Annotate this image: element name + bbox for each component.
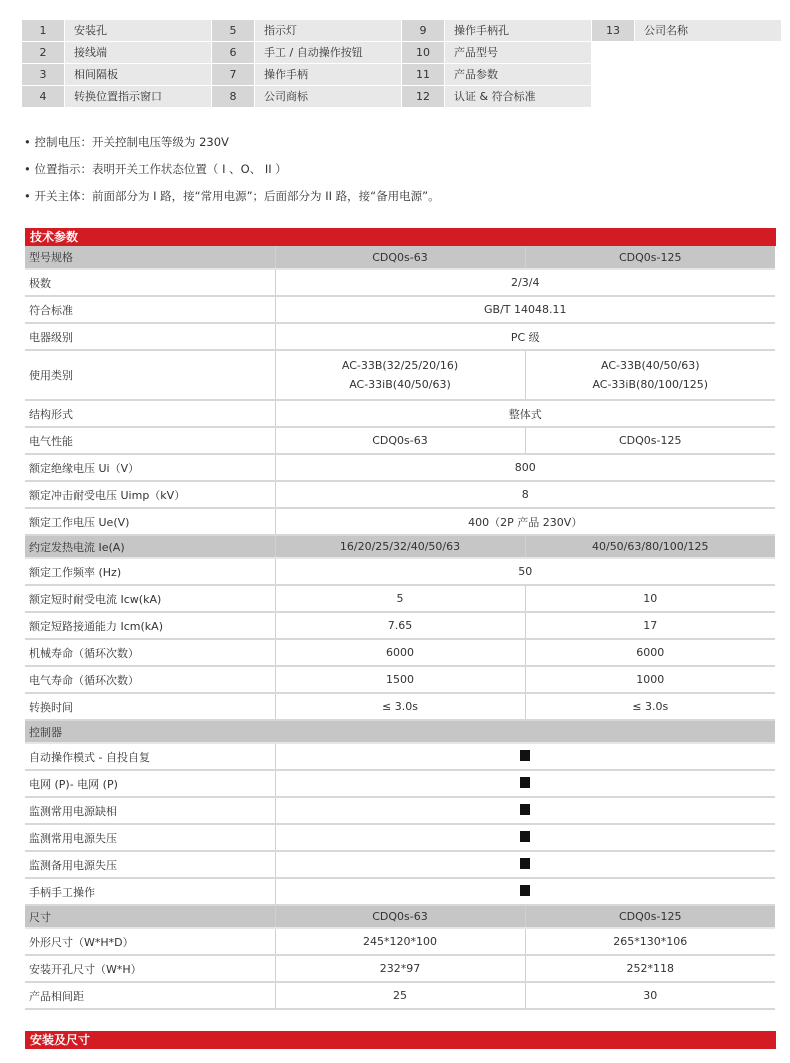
row-value: CDQ0s-125 [525,246,775,269]
legend-item [212,20,401,41]
table-row [25,743,775,770]
row-label: 额定短路接通能力 Icm(kA) [25,612,275,639]
legend-number: 4 [22,86,64,107]
table-row [25,269,775,296]
row-value: 1000 [525,666,775,693]
legend-number: 8 [212,86,254,107]
supported-marker [275,770,775,797]
table-row [25,639,775,666]
table-row [25,770,775,797]
row-label: 尺寸 [25,905,275,928]
row-label: 监测常用电源缺相 [25,797,275,824]
row-label: 型号规格 [25,246,275,269]
row-value: 1500 [275,666,525,693]
row-label: 额定短时耐受电流 Icw(kA) [25,585,275,612]
legend-item [212,64,401,85]
legend-label: 认证 & 符合标准 [445,86,591,107]
row-value: GB/T 14048.11 [275,296,775,323]
row-label: 手柄手工操作 [25,878,275,905]
spec-table [25,246,775,1010]
row-label: 转换时间 [25,693,275,720]
legend-label: 操作手柄 [255,64,401,85]
table-row [25,350,775,400]
legend-label: 转换位置指示窗口 [65,86,211,107]
legend-item [402,86,591,107]
row-value: 7.65 [275,612,525,639]
table-row [25,666,775,693]
table-row [25,427,775,454]
filled-square-icon [520,750,530,761]
section-header-tech-params: 技术参数 [25,228,776,246]
legend-label: 公司商标 [255,86,401,107]
legend-number: 11 [402,64,444,85]
row-label: 监测常用电源失压 [25,824,275,851]
row-label: 外形尺寸（W*H*D） [25,928,275,955]
legend-number: 7 [212,64,254,85]
table-row [25,878,775,905]
table-row [25,323,775,350]
row-label: 约定发热电流 Ie(A) [25,535,275,558]
row-label: 产品相间距 [25,982,275,1009]
filled-square-icon [520,804,530,815]
table-row [25,481,775,508]
row-value: CDQ0s-63 [275,427,525,454]
legend-label: 产品型号 [445,42,591,63]
legend-label: 相间隔板 [65,64,211,85]
filled-square-icon [520,831,530,842]
table-header-row [25,720,775,743]
row-value: 整体式 [275,400,775,427]
row-value: 8 [275,481,775,508]
legend-item [22,64,211,85]
row-value: 5 [275,585,525,612]
legend-number: 12 [402,86,444,107]
legend-item [592,20,781,41]
row-value: 252*118 [525,955,775,982]
row-label: 控制器 [25,720,775,743]
legend-number: 10 [402,42,444,63]
row-label: 电网 (P)- 电网 (P) [25,770,275,797]
row-value: 30 [525,982,775,1009]
table-row [25,296,775,323]
note-control-voltage: • 控制电压：开关控制电压等级为 230V [24,135,229,149]
row-value: 265*130*106 [525,928,775,955]
row-value: CDQ0s-125 [525,905,775,928]
legend-number: 2 [22,42,64,63]
table-row [25,693,775,720]
table-row [25,955,775,982]
row-value: 50 [275,558,775,585]
row-value: 6000 [525,639,775,666]
table-row [25,454,775,481]
legend-number: 1 [22,20,64,41]
table-header-row [25,535,775,558]
row-value: 10 [525,585,775,612]
row-label: 电器级别 [25,323,275,350]
supported-marker [275,743,775,770]
note-switch-body: • 开关主体：前面部分为 I 路，接“常用电源”；后面部分为 II 路，接“备用电源”。 [24,189,440,203]
legend-label: 指示灯 [255,20,401,41]
row-value: 800 [275,454,775,481]
row-value: CDQ0s-125 [525,427,775,454]
legend-item [402,42,591,63]
row-value: AC-33B(40/50/63) AC-33iB(80/100/125) [525,350,775,400]
row-value: 17 [525,612,775,639]
filled-square-icon [520,885,530,896]
row-label: 结构形式 [25,400,275,427]
row-label: 监测备用电源失压 [25,851,275,878]
note-position-indicator: • 位置指示：表明开关工作状态位置（ I 、O、 II ） [24,162,287,176]
row-value: 40/50/63/80/100/125 [525,535,775,558]
table-row [25,824,775,851]
legend-number: 13 [592,20,634,41]
row-label: 额定绝缘电压 Ui（V） [25,454,275,481]
legend-item [402,20,591,41]
row-value: 2/3/4 [275,269,775,296]
row-value: 6000 [275,639,525,666]
legend-label: 安装孔 [65,20,211,41]
legend-number: 9 [402,20,444,41]
legend-label: 公司名称 [635,20,781,41]
table-row [25,585,775,612]
row-value: 400（2P 产品 230V） [275,508,775,535]
legend-item [212,42,401,63]
legend-item [212,86,401,107]
legend-item [22,20,211,41]
row-value: PC 级 [275,323,775,350]
supported-marker [275,851,775,878]
legend-number: 3 [22,64,64,85]
table-row [25,508,775,535]
row-label: 自动操作模式 - 自投自复 [25,743,275,770]
legend-number: 5 [212,20,254,41]
table-header-row [25,905,775,928]
table-row [25,851,775,878]
legend-label: 产品参数 [445,64,591,85]
row-value: ≤ 3.0s [275,693,525,720]
legend-label: 操作手柄孔 [445,20,591,41]
row-value: AC-33B(32/25/20/16) AC-33iB(40/50/63) [275,350,525,400]
row-label: 安装开孔尺寸（W*H） [25,955,275,982]
row-label: 电气性能 [25,427,275,454]
legend-number: 6 [212,42,254,63]
row-value: 25 [275,982,525,1009]
row-value: 232*97 [275,955,525,982]
row-label: 额定工作电压 Ue(V) [25,508,275,535]
legend-item [402,64,591,85]
row-value: CDQ0s-63 [275,246,525,269]
row-label: 电气寿命（循环次数） [25,666,275,693]
legend-item [22,86,211,107]
table-row [25,982,775,1009]
row-label: 符合标准 [25,296,275,323]
filled-square-icon [520,858,530,869]
supported-marker [275,797,775,824]
row-label: 极数 [25,269,275,296]
table-row [25,558,775,585]
section-header-install-dimensions: 安装及尺寸 [25,1031,776,1049]
filled-square-icon [520,777,530,788]
table-header-row [25,246,775,269]
legend-item [22,42,211,63]
legend-label: 手工 / 自动操作按钮 [255,42,401,63]
row-label: 使用类别 [25,350,275,400]
row-value: 16/20/25/32/40/50/63 [275,535,525,558]
part-legend-grid [22,20,780,108]
row-label: 机械寿命（循环次数） [25,639,275,666]
supported-marker [275,824,775,851]
legend-label: 接线端 [65,42,211,63]
row-value: 245*120*100 [275,928,525,955]
row-value: CDQ0s-63 [275,905,525,928]
supported-marker [275,878,775,905]
table-row [25,612,775,639]
table-row [25,928,775,955]
table-row [25,400,775,427]
row-label: 额定冲击耐受电压 Uimp（kV） [25,481,275,508]
row-label: 额定工作频率 (Hz) [25,558,275,585]
notes-list [24,132,440,213]
row-value: ≤ 3.0s [525,693,775,720]
table-row [25,797,775,824]
